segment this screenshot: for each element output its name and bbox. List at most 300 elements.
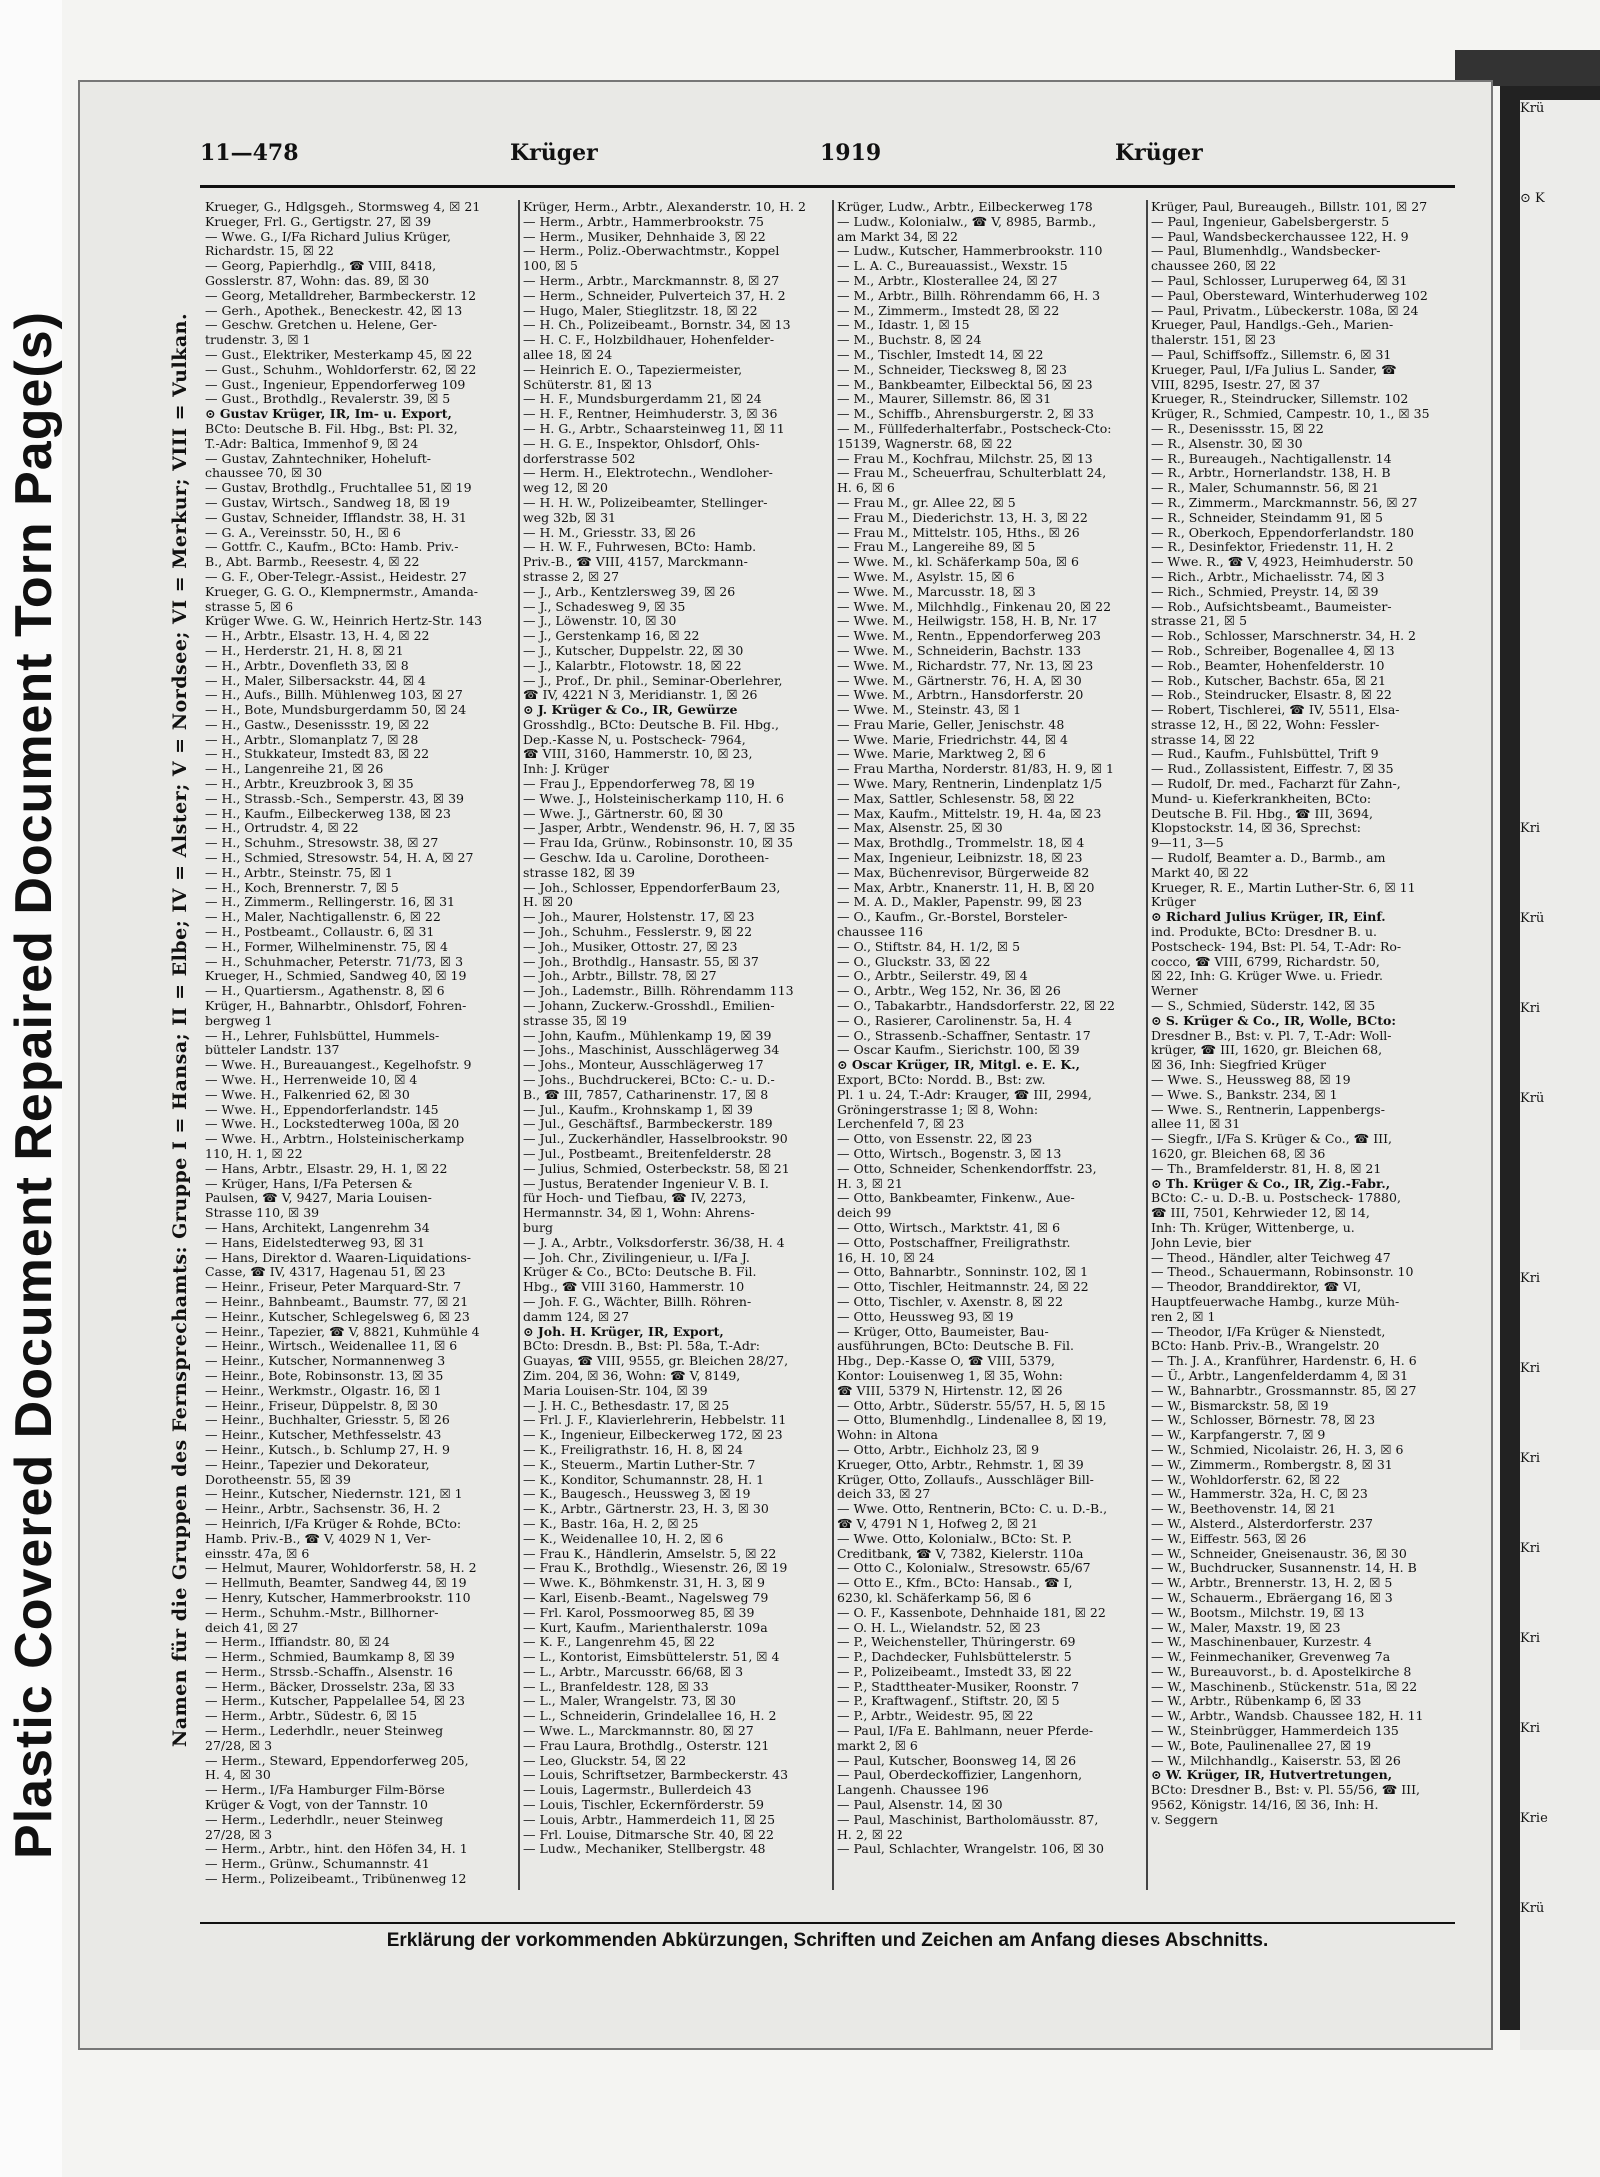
directory-entry: — Herm., Iffiandstr. 80, ☒ 24 [205,1635,390,1650]
directory-entry: Zim. 204, ☒ 36, Wohn: ☎ V, 8149, [523,1368,741,1383]
directory-entry: — Krüger, Hans, I/Fa Petersen & [205,1176,413,1191]
directory-entry: — Jul., Kaufm., Krohnskamp 1, ☒ 39 [523,1102,753,1117]
directory-entry: deich 33, ☒ 27 [837,1487,931,1502]
directory-entry: — W., Zimmerm., Rombergstr. 8, ☒ 31 [1151,1457,1393,1472]
column-divider [518,200,520,1890]
directory-entry: — W., Bureauvorst., b. d. Apostelkirche 8 [1151,1664,1412,1679]
directory-entry: — Paul, Schiffsoffz., Sillemstr. 6, ☒ 31 [1151,347,1392,362]
directory-entry: — Hans, Architekt, Langenrehm 34 [205,1220,430,1235]
directory-entry: — W., Schneider, Gneisenaustr. 36, ☒ 30 [1151,1546,1407,1561]
directory-entry: — W., Arbtr., Rübenkamp 6, ☒ 33 [1151,1694,1362,1709]
directory-entry: — Kurt, Kaufm., Marienthalerstr. 109a [523,1620,768,1635]
directory-entry: — Otto E., Kfm., BCto: Hansab., ☎ I, [837,1576,1073,1591]
directory-entry: — Ü., Arbtr., Langenfelderdamm 4, ☒ 31 [1151,1368,1409,1383]
directory-entry: — Ludw., Kutscher, Hammerbrookstr. 110 [837,244,1103,259]
directory-entry: ren 2, ☒ 1 [1151,1309,1216,1324]
directory-entry: Krüger, Paul, Bureaugeh., Billstr. 101, ☒ 27 [1151,200,1428,214]
directory-entry: Mund- u. Kieferkrankheiten, BCto: [1151,791,1372,806]
directory-entry: — M., Maurer, Sillemstr. 86, ☒ 31 [837,392,1052,407]
directory-entry: — Rob., Schlosser, Marschnerstr. 34, H. 2 [1151,629,1417,644]
directory-entry: — Wwe. M., Heilwigstr. 158, H. B, Nr. 17 [837,614,1098,629]
directory-entry: — Paul, Kutscher, Boonsweg 14, ☒ 26 [837,1753,1077,1768]
directory-entry: — W., Arbtr., Brennerstr. 13, H. 2, ☒ 5 [1151,1576,1393,1591]
next-page-fragment: ⊙ K [1520,191,1545,206]
column-divider [832,200,834,1890]
directory-entry: — Joh., Musiker, Ottostr. 27, ☒ 23 [523,939,738,954]
directory-entry: — H. C. F., Holzbildhauer, Hohenfelder- [523,333,775,348]
directory-entry: Maria Louisen-Str. 104, ☒ 39 [523,1383,708,1398]
directory-column-1 [205,200,513,1890]
directory-entry: — Herm., Strssb.-Schaffn., Alsenstr. 16 [205,1664,453,1679]
directory-entry: — Wwe. M., kl. Schäferkamp 50a, ☒ 6 [837,555,1079,570]
directory-entry: — Gustav, Wirtsch., Sandweg 18, ☒ 19 [205,495,451,510]
directory-entry: Guayas, ☎ VIII, 9555, gr. Bleichen 28/27, [523,1354,789,1369]
directory-entry: allee 11, ☒ 31 [1151,1117,1241,1132]
directory-entry: BCto: Deutsche B. Fil. Hbg., Bst: Pl. 32, [205,421,458,436]
directory-entry: — Wwe. M., Milchhdlg., Finkenau 20, ☒ 22 [837,599,1112,614]
directory-entry: v. Seggern [1151,1812,1218,1827]
directory-entry: — P., Stadttheater-Musiker, Roonstr. 7 [837,1679,1080,1694]
next-page-fragment: Krü [1520,1091,1545,1106]
directory-entry: — H., Herderstr. 21, H. 8, ☒ 21 [205,643,404,658]
directory-entry: — W., Schlosser, Börnestr. 78, ☒ 23 [1151,1413,1376,1428]
directory-entry: chaussee 116 [837,925,924,940]
directory-entry: — Jul., Zuckerhändler, Hasselbrookstr. 90 [523,1132,788,1147]
directory-entry: — Max, Büchenrevisor, Bürgerweide 82 [837,865,1090,880]
header-year: 1919 [820,140,882,166]
directory-entry: — M., Zimmerm., Imstedt 28, ☒ 22 [837,303,1060,318]
directory-entry: — H., Schmied, Stresowstr. 54, H. A, ☒ 27 [205,851,474,866]
directory-entry: — Frau M., Scheuerfrau, Schulterblatt 24, [837,466,1107,481]
directory-entry: strasse 182, ☒ 39 [523,865,635,880]
directory-entry: chaussee 260, ☒ 22 [1151,259,1277,274]
directory-entry: — Th., Bramfelderstr. 81, H. 8, ☒ 21 [1151,1161,1382,1176]
directory-entry: — Heinr., Kutscher, Normannenweg 3 [205,1354,446,1369]
directory-entry: — L., Branfeldestr. 128, ☒ 33 [523,1679,709,1694]
directory-entry: — L., Kontorist, Eimsbüttelerstr. 51, ☒ 4 [523,1650,780,1665]
next-page-fragment [1520,370,1600,460]
directory-entry: Krüger, Otto, Zollaufs., Ausschläger Bill- [837,1472,1094,1487]
directory-entry: — J. H. C., Bethesdastr. 17, ☒ 25 [523,1398,730,1413]
directory-entry: — Wwe. H., Bureauangest., Kegelhofstr. 9 [205,1058,472,1073]
directory-entry: Pl. 1 u. 24, T.-Adr: Krauger, ☎ III, 2994, [837,1087,1092,1102]
directory-entry: — Georg, Metalldreher, Barmbeckerstr. 12 [205,288,477,303]
directory-entry: — Rob., Beamter, Hohenfelderstr. 10 [1151,658,1385,673]
directory-entry: ind. Produkte, BCto: Dresdner B. u. [1151,925,1377,940]
directory-entry: — Theodor, Branddirektor, ☎ VI, [1151,1280,1362,1295]
directory-entry: — H., Gastw., Desenissstr. 19, ☒ 22 [205,717,430,732]
directory-entry: — H., Arbtr., Kreuzbrook 3, ☒ 35 [205,777,414,792]
directory-entry: ☒ 22, Inh: G. Krüger Wwe. u. Friedr. [1151,969,1383,984]
directory-entry: dorferstrasse 502 [523,451,636,466]
directory-entry: — Joh., Lademstr., Billh. Röhrendamm 113 [523,984,794,999]
directory-entry: — Hellmuth, Beamter, Sandweg 44, ☒ 19 [205,1576,467,1591]
directory-entry: ☎ VIII, 3160, Hammerstr. 10, ☒ 23, [523,747,753,762]
directory-column-3 [837,200,1142,1890]
directory-entry: — Heinr., Kutscher, Methfesselstr. 43 [205,1428,442,1443]
directory-entry: — P., Weichensteller, Thüringerstr. 69 [837,1635,1076,1650]
directory-entry: VIII, 8295, Isestr. 27, ☒ 37 [1151,377,1321,392]
directory-entry: — H. F., Rentner, Heimhuderstr. 3, ☒ 36 [523,407,778,422]
directory-entry: 16, H. 10, ☒ 24 [837,1250,935,1265]
directory-entry: — Paul, Schlachter, Wrangelstr. 106, ☒ 30 [837,1842,1104,1857]
directory-entry: ⊙ J. Krüger & Co., IR, Gewürze [523,703,738,718]
directory-entry: — Wwe. Mary, Rentnerin, Lindenplatz 1/5 [837,777,1103,792]
directory-entry: — Frau Laura, Brothdlg., Osterstr. 121 [523,1738,770,1753]
directory-entry: — H., Quartiersm., Agathenstr. 8, ☒ 6 [205,984,445,999]
directory-entry: Krueger, G. G. O., Klempnermstr., Amanda- [205,584,479,599]
directory-entry: — H., Arbtr., Slomanplatz 7, ☒ 28 [205,732,419,747]
directory-entry: Richardstr. 15, ☒ 22 [205,244,334,259]
directory-entry: — Joh., Maurer, Holstenstr. 17, ☒ 23 [523,910,755,925]
directory-entry: — Max, Ingenieur, Leibnizstr. 18, ☒ 23 [837,851,1083,866]
directory-entry: — Ludw., Kolonialw., ☎ V, 8985, Barmb., [837,214,1097,229]
directory-entry: — L., Arbtr., Marcusstr. 66/68, ☒ 3 [523,1664,744,1679]
directory-entry: — Rich., Arbtr., Michaelisstr. 74, ☒ 3 [1151,569,1385,584]
directory-entry: bütteler Landstr. 137 [205,1043,340,1058]
next-page-fragment [1520,730,1600,820]
directory-entry: — Wwe. M., Steinstr. 43, ☒ 1 [837,703,1022,718]
directory-entry: — M., Idastr. 1, ☒ 15 [837,318,970,333]
directory-entry: — Paul, Blumenhdlg., Wandsbecker- [1151,244,1381,259]
directory-entry: — Heinr., Buchhalter, Griesstr. 5, ☒ 26 [205,1413,450,1428]
directory-entry: — M., Schneider, Tiecksweg 8, ☒ 23 [837,362,1067,377]
directory-entry: — Wwe. Marie, Marktweg 2, ☒ 6 [837,747,1046,762]
directory-entry: — H., Arbtr., Steinstr. 75, ☒ 1 [205,865,393,880]
next-page-edge [1520,100,1600,2050]
directory-entry: — G. A., Vereinsstr. 50, H., ☒ 6 [205,525,401,540]
directory-entry: — Herm., Schuhm.-Mstr., Billhorner- [205,1605,439,1620]
directory-entry: — Rich., Schmied, Preystr. 14, ☒ 39 [1151,584,1379,599]
directory-entry: Krüger, Ludw., Arbtr., Eilbeckerweg 178 [837,200,1093,214]
directory-entry: — Theod., Händler, alter Teichweg 47 [1151,1250,1391,1265]
next-page-fragment: Kri [1520,1271,1541,1286]
directory-entry: — R., Arbtr., Hornerlandstr. 138, H. B [1151,466,1391,481]
directory-entry: — R., Desenissstr. 15, ☒ 22 [1151,421,1324,436]
directory-entry: — Louis, Arbtr., Hammerdeich 11, ☒ 25 [523,1812,776,1827]
directory-entry: — Herm., Lederhdlr., neuer Steinweg [205,1724,444,1739]
header-rule [200,185,1455,188]
directory-entry: Export, BCto: Nordd. B., Bst: zw. [837,1073,1046,1088]
directory-entry: Krüger, R., Schmied, Campestr. 10, 1., ☒ 35 [1151,407,1430,422]
next-page-fragment: Kri [1520,821,1541,836]
directory-entry: — O., Arbtr., Seilerstr. 49, ☒ 4 [837,969,1028,984]
directory-entry: ☎ VIII, 5379 N, Hirtenstr. 12, ☒ 26 [837,1383,1063,1398]
directory-entry: ☎ IV, 4221 N 3, Meridianstr. 1, ☒ 26 [523,688,758,703]
directory-entry: — Herm., Steward, Eppendorferweg 205, [205,1753,469,1768]
directory-entry: H. 6, ☒ 6 [837,481,895,496]
directory-entry: — Helmut, Maurer, Wohldorferstr. 58, H. 2 [205,1561,477,1576]
directory-entry: — Heinr., Friseur, Peter Marquard-Str. 7 [205,1280,462,1295]
directory-entry: — Max, Alsenstr. 25, ☒ 30 [837,821,1003,836]
directory-entry: — Julius, Schmied, Osterbeckstr. 58, ☒ 21 [523,1161,790,1176]
vertical-side-band [160,195,200,1865]
directory-entry: — J. A., Arbtr., Volksdorferstr. 36/38, H. 4 [523,1235,785,1250]
directory-entry: — H., Langenreihe 21, ☒ 26 [205,762,384,777]
directory-entry: — O. F., Kassenbote, Dehnhaide 181, ☒ 22 [837,1605,1106,1620]
header-right-name: Krüger [1115,140,1203,166]
directory-entry: — Wwe. M., Schneiderin, Bachstr. 133 [837,643,1082,658]
directory-entry: — Otto, Wirtsch., Bogenstr. 3, ☒ 13 [837,1147,1062,1161]
directory-entry: — R., Schneider, Steindamm 91, ☒ 5 [1151,510,1383,525]
directory-entry: — Henry, Kutscher, Hammerbrookstr. 110 [205,1590,471,1605]
directory-entry: für Hoch- und Tiefbau, ☎ IV, 2273, [523,1191,747,1206]
directory-entry: — W., Eiffestr. 563, ☒ 26 [1151,1531,1307,1546]
page-header [200,140,1445,170]
directory-entry: — Paul, Maschinist, Bartholomäusstr. 87, [837,1812,1099,1827]
directory-entry: — W., Schauerm., Ebräergang 16, ☒ 3 [1151,1590,1393,1605]
directory-entry: — H., Kaufm., Eilbeckerweg 138, ☒ 23 [205,806,451,821]
directory-entry: — Herm., Arbtr., Südestr. 6, ☒ 15 [205,1709,418,1724]
directory-entry: — K., Baugesch., Heussweg 3, ☒ 19 [523,1487,751,1502]
directory-entry: — M., Buchstr. 8, ☒ 24 [837,333,982,348]
directory-entry: — Heinr., Tapezier, ☎ V, 8821, Kuhmühle 4 [205,1324,480,1339]
directory-entry: — Heinr., Bote, Robinsonstr. 13, ☒ 35 [205,1368,444,1383]
directory-entry: — Frau M., Mittelstr. 105, Hths., ☒ 26 [837,525,1080,540]
directory-entry: weg 32b, ☒ 31 [523,510,617,525]
directory-entry: — K. F., Langenrehm 45, ☒ 22 [523,1635,715,1650]
directory-entry: — Johs., Monteur, Ausschlägerweg 17 [523,1058,764,1073]
directory-entry: — Heinr., Wirtsch., Weidenallee 11, ☒ 6 [205,1339,458,1354]
directory-entry: — O., Rasierer, Carolinenstr. 5a, H. 4 [837,1013,1072,1028]
directory-entry: — Theodor, I/Fa Krüger & Nienstedt, [1151,1324,1386,1339]
directory-entry: Krüger & Co., BCto: Deutsche B. Fil. [523,1265,757,1280]
directory-entry: — J., Arb., Kentzlersweg 39, ☒ 26 [523,584,736,599]
directory-entry: — Paul, I/Fa E. Bahlmann, neuer Pferde- [837,1724,1094,1739]
directory-entry: — Gustav, Brothdlg., Fruchtallee 51, ☒ 19 [205,481,472,496]
directory-entry: — H. G. E., Inspektor, Ohlsdorf, Ohls- [523,436,760,451]
directory-entry: — Ludw., Mechaniker, Stellbergstr. 48 [523,1842,766,1857]
directory-entry: Krueger, Paul, Handlgs.-Geh., Marien- [1151,318,1394,333]
directory-entry: — Otto, Wirtsch., Marktstr. 41, ☒ 6 [837,1220,1061,1235]
directory-entry: — H., Bote, Mundsburgerdamm 50, ☒ 24 [205,703,467,718]
directory-entry: 27/28, ☒ 3 [205,1738,273,1753]
directory-entry: — K., Weidenallee 10, H. 2, ☒ 6 [523,1531,724,1546]
directory-entry: — Wwe. J., Holsteinischerkamp 110, H. 6 [523,791,784,806]
next-page-fragment: Kri [1520,1361,1541,1376]
directory-entry: 27/28, ☒ 3 [205,1827,273,1842]
directory-entry: — H., Arbtr., Elsastr. 13, H. 4, ☒ 22 [205,629,430,644]
directory-entry: bergweg 1 [205,1013,273,1028]
directory-entry: Priv.-B., ☎ VIII, 4157, Marckmann- [523,555,748,570]
directory-entry: — H., Koch, Brennerstr. 7, ☒ 5 [205,880,399,895]
directory-entry: Krueger, Paul, I/Fa Julius L. Sander, ☎ [1151,362,1397,377]
directory-entry: — H., Schuhm., Stresowstr. 38, ☒ 27 [205,836,439,851]
directory-entry: — Otto, Arbtr., Eichholz 23, ☒ 9 [837,1442,1040,1457]
directory-entry: — W., Arbtr., Wandsb. Chaussee 182, H. 11 [1151,1709,1424,1724]
directory-entry: — Georg, Papierhdlg., ☎ VIII, 8418, [205,259,437,274]
directory-entry: — Heinr., Tapezier und Dekorateur, [205,1457,430,1472]
directory-entry: Krüger [1151,895,1196,910]
directory-entry: — Max, Sattler, Schlesenstr. 58, ☒ 22 [837,791,1075,806]
directory-entry: BCto: Dresdner B., Bst: v. Pl. 55/56, ☎ III, [1151,1783,1421,1798]
directory-entry: — H. F., Mundsburgerdamm 21, ☒ 24 [523,392,762,407]
directory-entry: — J., Kutscher, Duppelstr. 22, ☒ 30 [523,643,744,658]
directory-entry: — Justus, Beratender Ingenieur V. B. I. [523,1176,769,1191]
directory-entry: — Oscar Kaufm., Sierichstr. 100, ☒ 39 [837,1043,1080,1058]
directory-entry: — O., Gluckstr. 33, ☒ 22 [837,954,991,969]
directory-entry: — R., Desinfektor, Friedenstr. 11, H. 2 [1151,540,1394,555]
directory-entry: — Frau J., Eppendorferweg 78, ☒ 19 [523,777,755,792]
directory-entry: — Louis, Tischler, Eckernförderstr. 59 [523,1798,764,1813]
directory-entry: — R., Oberkoch, Eppendorferlandstr. 180 [1151,525,1414,540]
directory-entry: Postscheck- 194, Bst: Pl. 54, T.-Adr: Ro- [1151,939,1402,954]
directory-entry: Krueger, Frl. G., Gertigstr. 27, ☒ 39 [205,214,432,229]
directory-entry: ⊙ S. Krüger & Co., IR, Wolle, BCto: [1151,1013,1396,1028]
directory-entry: — Hans, Eidelstedterweg 93, ☒ 31 [205,1235,426,1250]
directory-entry: — S., Schmied, Süderstr. 142, ☒ 35 [1151,999,1376,1014]
directory-entry: B., ☎ III, 7857, Catharinenstr. 17, ☒ 8 [523,1087,769,1102]
directory-entry: — W., Maschinenbauer, Kurzestr. 4 [1151,1635,1372,1650]
directory-entry: — Rud., Zollassistent, Eiffestr. 7, ☒ 35 [1151,762,1394,777]
directory-entry: Wohn: in Altona [837,1428,938,1443]
directory-entry: — Wwe. M., Asylstr. 15, ☒ 6 [837,569,1015,584]
directory-entry: — Max, Kaufm., Mittelstr. 19, H. 4a, ☒ 23 [837,806,1102,821]
directory-entry: — Gottfr. C., Kaufm., BCto: Hamb. Priv.- [205,540,459,555]
directory-entry: — Frl. J. F., Klavierlehrerin, Hebbelstr. 11 [523,1413,787,1428]
directory-entry: — Frau M., Langereihe 89, ☒ 5 [837,540,1036,555]
directory-entry: — Krüger, Otto, Baumeister, Bau- [837,1324,1049,1339]
directory-entry: — Heinr., Kutscher, Schlegelsweg 6, ☒ 23 [205,1309,470,1324]
directory-entry: am Markt 34, ☒ 22 [837,229,959,244]
directory-entry: — Jasper, Arbtr., Wendenstr. 96, H. 7, ☒ 35 [523,821,796,836]
directory-entry: Inh: Th. Krüger, Wittenberge, u. [1151,1220,1355,1235]
directory-entry: — O., Kaufm., Gr.-Borstel, Borsteler- [837,910,1068,925]
directory-entry: markt 2, ☒ 6 [837,1738,918,1753]
directory-entry: krüger, ☎ III, 1620, gr. Bleichen 68, [1151,1043,1383,1058]
directory-entry: — Herm., Bäcker, Drosselstr. 23a, ☒ 33 [205,1679,455,1694]
directory-entry: — Joh., Schlosser, EppendorferBaum 23, [523,880,781,895]
directory-entry: Hamb. Priv.-B., ☎ V, 4029 N 1, Ver- [205,1531,431,1546]
directory-entry: — Paul, Privatm., Lübeckerstr. 108a, ☒ 24 [1151,303,1419,318]
directory-entry: burg [523,1220,554,1235]
directory-entry: BCto: Hanb. Priv.-B., Wrangelstr. 20 [1151,1339,1380,1354]
directory-entry: — Heinr., Arbtr., Sachsenstr. 36, H. 2 [205,1502,441,1517]
directory-entry: H. ☒ 20 [523,895,573,910]
directory-entry: Dresdner B., Bst: v. Pl. 7, T.-Adr: Woll- [1151,1028,1392,1043]
directory-entry: Krueger, R., Steindrucker, Sillemstr. 102 [1151,392,1409,407]
directory-entry: strasse 35, ☒ 19 [523,1013,628,1028]
directory-entry: — P., Arbtr., Weidestr. 95, ☒ 22 [837,1709,1034,1724]
directory-entry: Lerchenfeld 7, ☒ 23 [837,1117,965,1132]
directory-entry: — W., Maler, Maxstr. 19, ☒ 23 [1151,1620,1341,1635]
next-page-fragment: Krü [1520,1901,1545,1916]
directory-entry: — Joh., Brothdlg., Hansastr. 55, ☒ 37 [523,954,759,969]
directory-entry: — Wwe. J., Gärtnerstr. 60, ☒ 30 [523,806,724,821]
directory-entry: — Gust., Schuhm., Wohldorferstr. 62, ☒ 22 [205,362,477,377]
directory-entry: — Frl. Louise, Ditmarsche Str. 40, ☒ 22 [523,1827,774,1842]
directory-entry: — G. F., Ober-Telegr.-Assist., Heidestr. 27 [205,569,467,584]
directory-entry: — W., Milchhandlg., Kaiserstr. 53, ☒ 26 [1151,1753,1401,1768]
directory-entry: — Paul, Ingenieur, Gabelsbergerstr. 5 [1151,214,1390,229]
directory-entry: ⊙ Oscar Krüger, IR, Mitgl. e. E. K., [837,1058,1080,1073]
directory-entry: — O. H. L., Wielandstr. 52, ☒ 23 [837,1620,1041,1635]
directory-entry: — W., Hammerstr. 32a, H. C, ☒ 23 [1151,1487,1368,1502]
directory-entry: — Wwe. H., Arbtrn., Holsteinischerkamp [205,1132,465,1147]
directory-entry: — W., Bismarckstr. 58, ☒ 19 [1151,1398,1329,1413]
directory-entry: — Johs., Maschinist, Ausschlägerweg 34 [523,1043,780,1058]
directory-entry: strasse 21, ☒ 5 [1151,614,1248,629]
header-left-name: Krüger [510,140,598,166]
directory-entry: — H. W. F., Fuhrwesen, BCto: Hamb. [523,540,757,555]
directory-entry: — K., Arbtr., Gärtnerstr. 23, H. 3, ☒ 30 [523,1502,769,1517]
directory-entry: — Rudolf, Beamter a. D., Barmb., am [1151,851,1386,866]
directory-entry: ☎ III, 7501, Kehrwieder 12, ☒ 14, [1151,1206,1370,1221]
directory-entry: — Jul., Postbeamt., Breitenfelderstr. 28 [523,1147,772,1161]
directory-entry: — H., Lehrer, Fuhlsbüttel, Hummels- [205,1028,440,1043]
directory-entry: — Max, Brothdlg., Trommelstr. 18, ☒ 4 [837,836,1085,851]
directory-entry: Casse, ☎ IV, 4317, Hagenau 51, ☒ 23 [205,1265,446,1280]
directory-entry: — Wwe. S., Heussweg 88, ☒ 19 [1151,1073,1351,1088]
directory-entry: — K., Freiligrathstr. 16, H. 8, ☒ 24 [523,1442,743,1457]
directory-entry: — Johs., Buchdruckerei, BCto: C.- u. D.- [523,1073,775,1088]
directory-entry: — M., Bankbeamter, Eilbecktal 56, ☒ 23 [837,377,1093,392]
directory-entry: — Frau Martha, Norderstr. 81/83, H. 9, ☒ 1 [837,762,1114,777]
directory-entry: — Heinrich E. O., Tapeziermeister, [523,362,743,377]
directory-entry: BCto: C.- u. D.-B. u. Postscheck- 17880, [1151,1191,1401,1206]
directory-entry: — Herm., Grünw., Schumannstr. 41 [205,1857,430,1872]
directory-entry: — P., Dachdecker, Fuhlsbüttelerstr. 5 [837,1650,1072,1665]
directory-entry: — Herm., Arbtr., Marckmannstr. 8, ☒ 27 [523,273,780,288]
directory-entry: — Rudolf, Dr. med., Facharzt für Zahn-, [1151,777,1401,792]
directory-entry: Markt 40, ☒ 22 [1151,865,1249,880]
directory-entry: — Heinr., Kutscher, Niedernstr. 121, ☒ 1 [205,1487,463,1502]
directory-entry: Krüger Wwe. G. W., Heinrich Hertz-Str. 143 [205,614,483,629]
directory-entry: — Heinr., Bahnbeamt., Baumstr. 77, ☒ 21 [205,1294,469,1309]
directory-entry: — Rob., Aufsichtsbeamt., Baumeister- [1151,599,1392,614]
directory-entry: — Wwe. M., Richardstr. 77, Nr. 13, ☒ 23 [837,658,1094,673]
directory-entry: — H., Zimmerm., Rellingerstr. 16, ☒ 31 [205,895,455,910]
directory-entry: — Otto, Arbtr., Süderstr. 55/57, H. 5, ☒ 15 [837,1398,1106,1413]
directory-entry: 15139, Wagnerstr. 68, ☒ 22 [837,436,1013,451]
directory-entry: — O., Stiftstr. 84, H. 1/2, ☒ 5 [837,939,1021,954]
directory-entry: — Otto, Tischler, v. Axenstr. 8, ☒ 22 [837,1294,1064,1309]
directory-entry: — L., Maler, Wrangelstr. 73, ☒ 30 [523,1694,736,1709]
page-number: 11—478 [200,140,299,166]
directory-entry: — Louis, Schriftsetzer, Barmbeckerstr. 43 [523,1768,789,1783]
directory-entry: — Rob., Kutscher, Bachstr. 65a, ☒ 21 [1151,673,1386,688]
directory-entry: — L. A. C., Bureauassist., Wexstr. 15 [837,259,1068,274]
directory-entry: — W., Feinmechaniker, Grevenweg 7a [1151,1650,1391,1665]
directory-entry: — Otto C., Kolonialw., Stresowstr. 65/67 [837,1561,1091,1576]
directory-entry: deich 99 [837,1206,892,1221]
directory-entry: — H. Ch., Polizeibeamt., Bornstr. 34, ☒ 13 [523,318,791,333]
directory-entry: — K., Steuerm., Martin Luther-Str. 7 [523,1457,756,1472]
directory-entry: — Karl, Eisenb.-Beamt., Nagelsweg 79 [523,1590,769,1605]
directory-entry: — Otto, Blumenhdlg., Lindenallee 8, ☒ 19, [837,1413,1107,1428]
directory-entry: — L., Schneiderin, Grindelallee 16, H. 2 [523,1709,777,1724]
directory-entry: — H., Ortrudstr. 4, ☒ 22 [205,821,359,836]
directory-entry: — Paul, Schlosser, Luruperweg 64, ☒ 31 [1151,273,1408,288]
directory-entry: — Th. J. A., Kranführer, Hardenstr. 6, H. 6 [1151,1354,1417,1369]
directory-entry: — W., Wohldorferstr. 62, ☒ 22 [1151,1472,1341,1487]
directory-entry: T.-Adr: Baltica, Immenhof 9, ☒ 24 [205,436,419,451]
directory-entry: — Otto, Bankbeamter, Finkenw., Aue- [837,1191,1075,1206]
directory-entry: — Paul, Obersteward, Winterhuderweg 102 [1151,288,1428,303]
directory-entry: — Johann, Zuckerw.-Grosshdl., Emilien- [523,999,775,1014]
directory-entry: — Herm., Kutscher, Pappelallee 54, ☒ 23 [205,1694,465,1709]
directory-entry: weg 12, ☒ 20 [523,481,609,496]
directory-entry: Langenh. Chaussee 196 [837,1783,989,1798]
directory-entry: allee 18, ☒ 24 [523,347,613,362]
directory-entry: — Wwe. S., Rentnerin, Lappenbergs- [1151,1102,1385,1117]
next-page-fragment: Krü [1520,101,1545,116]
directory-entry: einsstr. 47a, ☒ 6 [205,1546,310,1561]
directory-entry: — Robert, Tischlerei, ☎ IV, 5511, Elsa- [1151,703,1400,718]
directory-entry: — Jul., Geschäftsf., Barmbeckerstr. 189 [523,1117,773,1132]
directory-entry: — O., Tabakarbtr., Handsdorferstr. 22, ☒ 22 [837,999,1115,1014]
directory-entry: 6230, kl. Schäferkamp 56, ☒ 6 [837,1590,1032,1605]
